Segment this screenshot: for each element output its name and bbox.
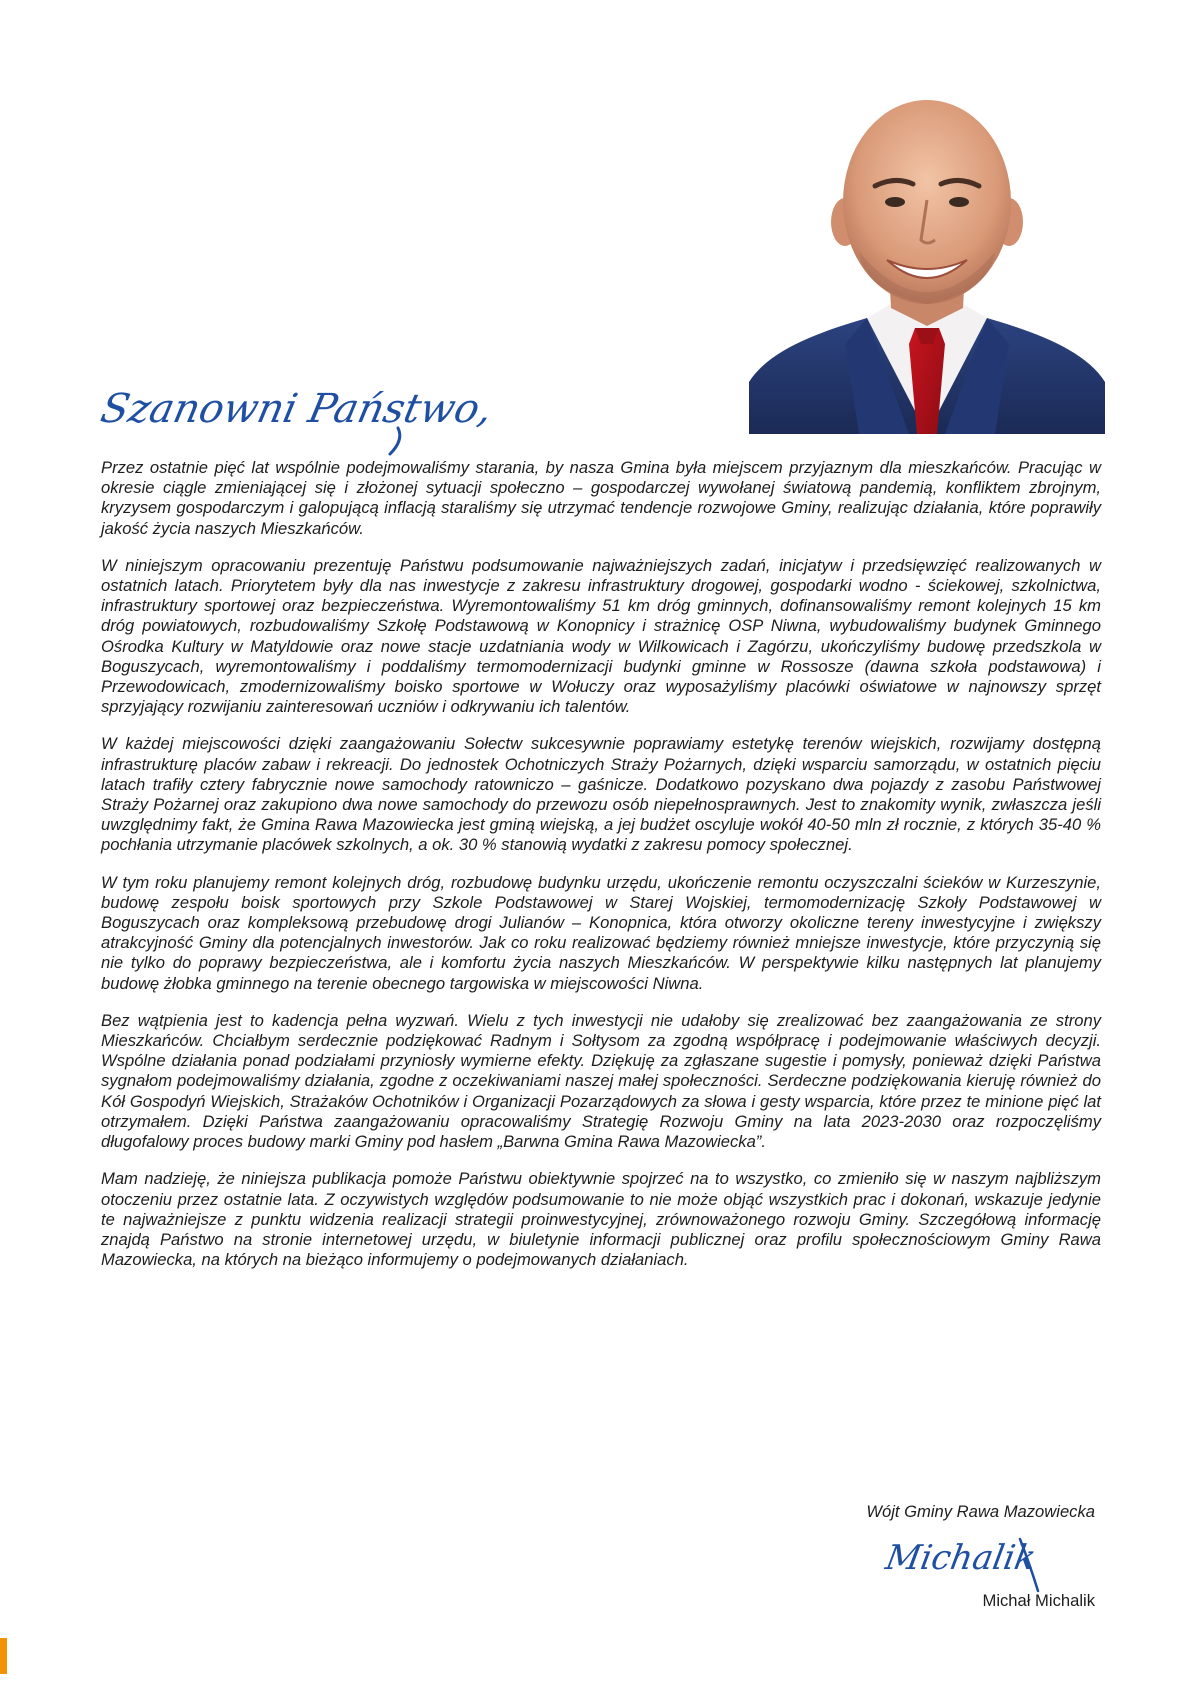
letter-body [101, 458, 1101, 1270]
paragraph-1: Przez ostatnie pięć lat wspólnie podejmowaliśmy starania, by nasza Gmina była miejscem przyjaznym dla mieszkańców. Pracując w okresie ciągle zmieniającej się i złożonej sytuacji społeczno – gospodarczej wywołanej światową pandemią, konfliktem zbrojnym, kryzysem gospodarczym i galopującą inflacją staraliśmy się utrzymać tendencje rozwojowe Gminy, realizując działania, które poprawiły jakość życia naszych Mieszkańców. [101, 458, 1101, 538]
paragraph-2: W niniejszym opracowaniu prezentuję Państwu podsumowanie najważniejszych zadań, inicjatyw i przedsięwzięć realizowanych w ostatnich latach. Priorytetem były dla nas inwestycje z zakresu infrastruktury drogowej, gospodarki wodno - ściekowej, szkolnictwa, infrastruktury sportowej oraz bezpieczeństwa. Wyremontowaliśmy 51 km dróg gminnych, dofinansowaliśmy remont kolejnych 15 km dróg powiatowych, rozbudowaliśmy Szkołę Podstawową w Konopnicy i strażnicę OSP Niwna, wybudowaliśmy budynek Gminnego Ośrodka Kultury w Matyldowie oraz nowe stacje uzdatniania wody w Wilkowicach i Zagórzu, ukończyliśmy budowę przedszkola w Boguszycach, wyremontowaliśmy i poddaliśmy termomodernizacji budynki gminne w Rossosze (dawna szkoła podstawowa) i Przewodowicach, zmodernizowaliśmy boisko sportowe w Wołuczy oraz wyposażyliśmy placówki oświatowe w najnowszy sprzęt sprzyjający rozwijaniu zainteresowań uczniów i odkrywaniu ich talentów. [101, 555, 1101, 717]
paragraph-4: W tym roku planujemy remont kolejnych dróg, rozbudowę budynku urzędu, ukończenie remontu oczyszczalni ścieków w Kurzeszynie, budowę zespołu boisk sportowych przy Szkole Podstawowej w Starej Wojskiej, termomodernizację Szkoły Podstawowej w Boguszycach oraz kompleksową przebudowę drogi Julianów – Konopnica, która otworzy okoliczne tereny inwestycyjne i zwiększy atrakcyjność Gminy dla potencjalnych inwestorów. Jak co roku realizować będziemy również mniejsze inwestycje, które przyczynią się nie tylko do poprawy bezpieczeństwa, ale i komfortu życia naszych Mieszkańców. W perspektywie kilku następnych lat planujemy budowę żłobka gminnego na terenie obecnego targowiska w miejscowości Niwna. [101, 872, 1101, 993]
mayor-portrait-photo [749, 82, 1105, 434]
paragraph-5: Bez wątpienia jest to kadencja pełna wyzwań. Wielu z tych inwestycji nie udałoby się zrealizować bez zaangażowania ze strony Mieszkańców. Chciałbym serdecznie podziękować Radnym i Sołtysom za zgodną współpracę i podejmowanie właściwych decyzji. Wspólne działania ponad podziałami przyniosły wymierne efekty. Dziękuję za zgłaszane sugestie i pomysły, ponieważ dzięki Państwa sygnałom podejmowaliśmy działania, zgodne z oczekiwaniami naszej małej społeczności. Serdeczne podziękowania kieruję również do Kół Gospodyń Wiejskich, Strażaków Ochotników i Organizacji Pozarządowych za słowa i gesty wsparcia, które przez te minione pięć lat otrzymałem. Dzięki Państwa zaangażowaniu opracowaliśmy Strategię Rozwoju Gminy na lata 2023-2030 oraz rozpoczęliśmy długofalowy proces budowy marki Gminy pod hasłem „Barwna Gmina Rawa Mazowiecka”. [101, 1010, 1101, 1152]
signature-text: Michalik [882, 1538, 1039, 1578]
greeting-text: Szanowni Państwo, [96, 384, 497, 432]
signoff-name: Michał Michalik [982, 1591, 1095, 1610]
signoff-title: Wójt Gminy Rawa Mazowiecka [866, 1502, 1095, 1521]
paragraph-6: Mam nadzieję, że niniejsza publikacja pomoże Państwu obiektywnie spojrzeć na to wszystko, co zmieniło się w naszym najbliższym otoczeniu przez ostatnie lata. Z oczywistych względów podsumowanie to nie może objąć wszystkich prac i dokonań, wskazuje jedynie te najważniejsze z punktu widzenia realizacji strategii proinwestycyjnej, zrównoważonego rozwoju Gminy. Szczegółową informację znajdą Państwo na stronie internetowej urzędu, w biuletynie informacji publicznej oraz profilu społecznościowym Gminy Rawa Mazowiecka, na których na bieżąco informujemy o podejmowanych działaniach. [101, 1169, 1101, 1270]
accent-bar [0, 1638, 7, 1674]
handwritten-greeting [96, 370, 497, 460]
handwritten-signature [880, 1525, 1050, 1597]
paragraph-3: W każdej miejscowości dzięki zaangażowaniu Sołectw sukcesywnie poprawiamy estetykę terenów wiejskich, rozwijamy dostępną infrastrukturę placów zabaw i rekreacji. Do jednostek Ochotniczych Straży Pożarnych, dzięki wsparciu samorządu, w ostatnich pięciu latach trafiły cztery fabrycznie nowe samochody ratowniczo – gaśnicze. Dodatkowo pozyskano dwa pojazdy z zasobu Państwowej Straży Pożarnej oraz zakupiono dwa nowe samochody do przewozu osób niepełnosprawnych. Jest to znakomity wynik, zwłaszcza jeśli uwzględnimy fakt, że Gmina Rawa Mazowiecka jest gminą wiejską, a jej budżet oscyluje wokół 40-50 mln zł rocznie, z których 35-40 % pochłania utrzymanie placówek szkolnych, a ok. 30 % stanowią wydatki z zakresu pomocy społecznej. [101, 734, 1101, 855]
